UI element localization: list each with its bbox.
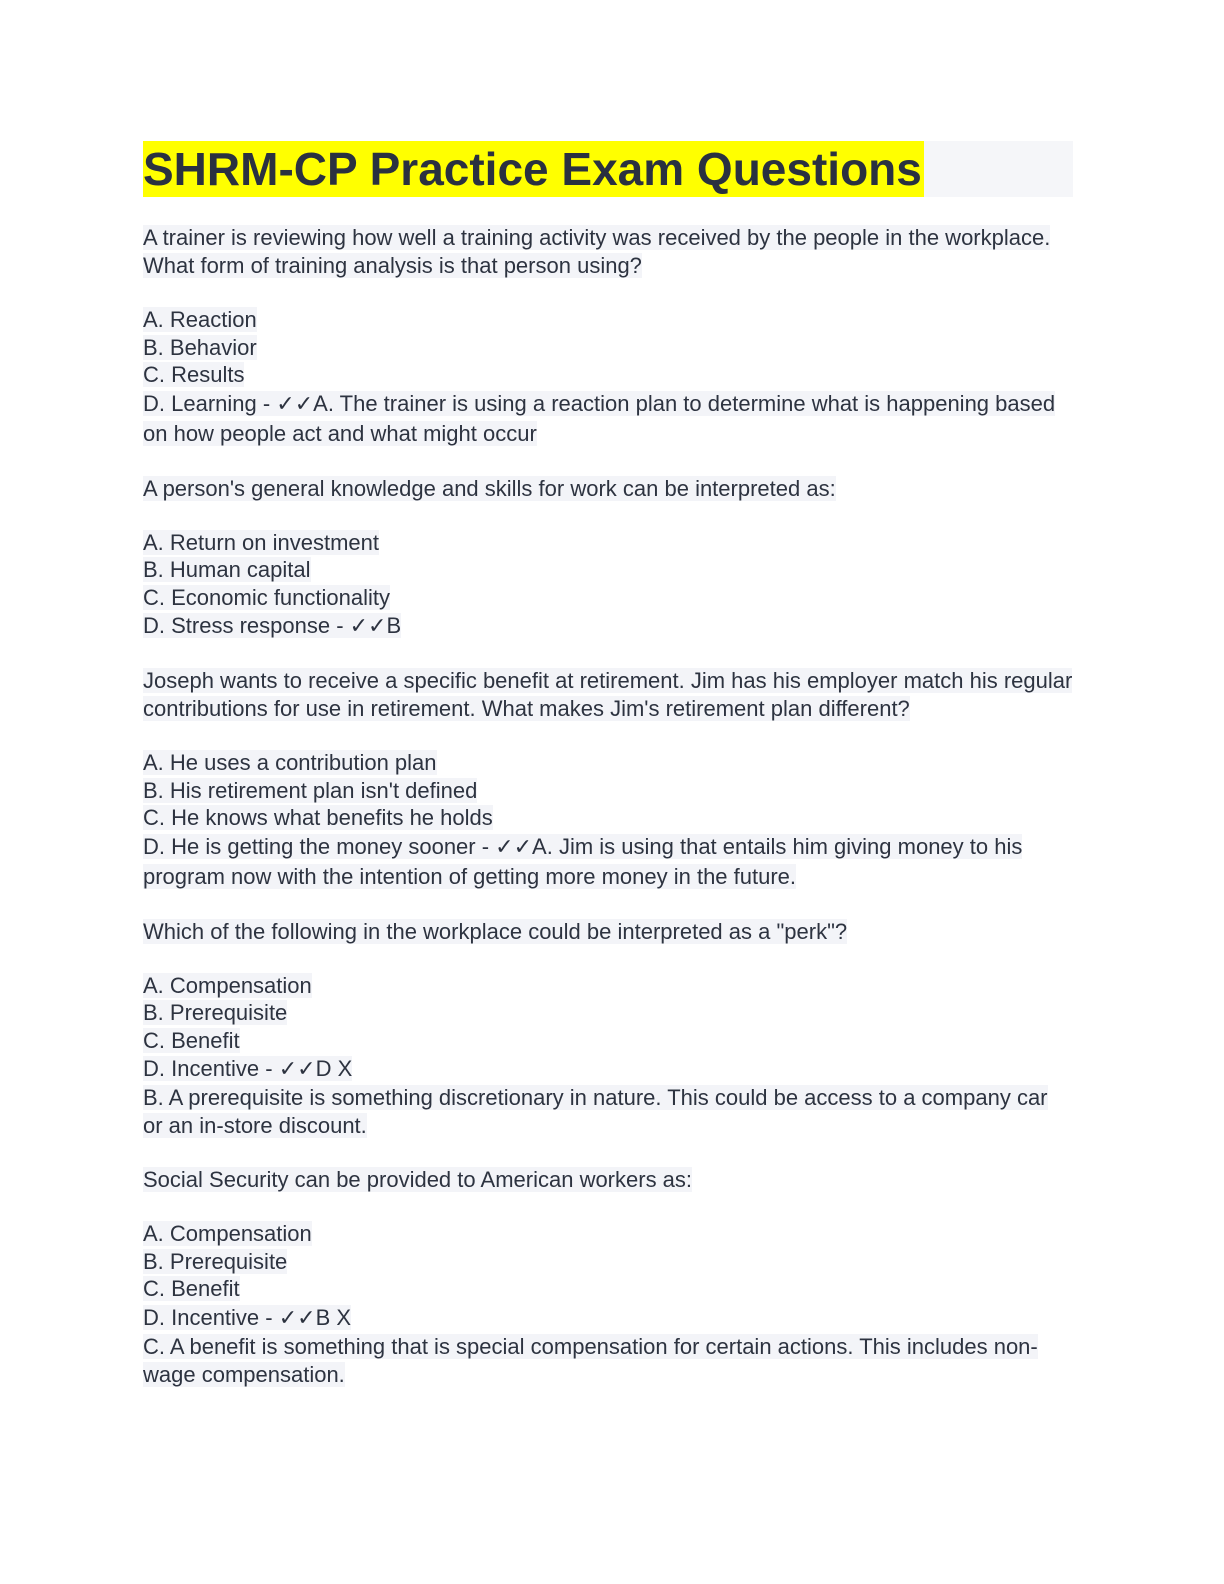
answer-explanation: B. A prerequisite is something discretionary in nature. This could be access to a company car or an in-store discount. (143, 1085, 1048, 1138)
answer-options (143, 972, 1073, 1141)
answer-option: A. He uses a contribution plan (143, 750, 437, 775)
answer-option: B. His retirement plan isn't defined (143, 777, 478, 803)
answer-option: A. Reaction (143, 307, 257, 332)
answer-option: C. Benefit (143, 1276, 240, 1301)
answer-option: A. Return on investment (143, 529, 380, 555)
question-block (143, 475, 1073, 642)
answer-option: B. Human capital (143, 557, 311, 582)
answer-option: C. Benefit (143, 1027, 240, 1053)
answer-option: C. He knows what benefits he holds (143, 805, 493, 830)
answer-option-with-key: D. Learning - ✓✓A. The trainer is using a reaction plan to determine what is happening based on how people act and what might occur (143, 390, 1056, 446)
question-prompt: A trainer is reviewing how well a training activity was received by the people in the workplace. What form of training analysis is that person using? (143, 225, 1051, 278)
page-title: SHRM-CP Practice Exam Questions (143, 143, 922, 195)
title-bar (143, 141, 1073, 197)
question-prompt: Joseph wants to receive a specific benefit at retirement. Jim has his employer match his regular contributions for use in retirement. What makes Jim's retirement plan different? (143, 668, 1073, 721)
answer-option: A. Compensation (143, 972, 312, 998)
question-block (143, 1166, 1073, 1389)
answer-options (143, 306, 1073, 449)
answer-option: B. Prerequisite (143, 1000, 288, 1025)
answer-option: B. Behavior (143, 334, 257, 360)
answer-option-with-key: D. He is getting the money sooner - ✓✓A. Jim is using that entails him giving money to his program now with the intention of getting more money in the future. (143, 833, 1023, 889)
question-block (143, 224, 1073, 449)
answer-option-with-key: D. Stress response - ✓✓B (143, 613, 402, 638)
answer-option-with-key: D. Incentive - ✓✓B X (143, 1304, 352, 1330)
answer-option: C. Economic functionality (143, 584, 390, 610)
answer-option-with-key: D. Incentive - ✓✓D X (143, 1056, 353, 1081)
answer-options (143, 529, 1073, 642)
question-prompt: A person's general knowledge and skills for work can be interpreted as: (143, 475, 836, 501)
question-prompt: Social Security can be provided to American workers as: (143, 1167, 693, 1192)
question-prompt: Which of the following in the workplace could be interpreted as a "perk"? (143, 918, 848, 944)
answer-options (143, 749, 1073, 892)
answer-explanation: C. A benefit is something that is special compensation for certain actions. This includes non-wage compensation. (143, 1333, 1038, 1387)
question-block (143, 918, 1073, 1141)
question-block (143, 667, 1073, 892)
answer-options (143, 1220, 1073, 1389)
answer-option: B. Prerequisite (143, 1248, 288, 1274)
answer-option: C. Results (143, 362, 245, 387)
answer-option: A. Compensation (143, 1221, 312, 1246)
questions-list (143, 224, 1073, 1415)
